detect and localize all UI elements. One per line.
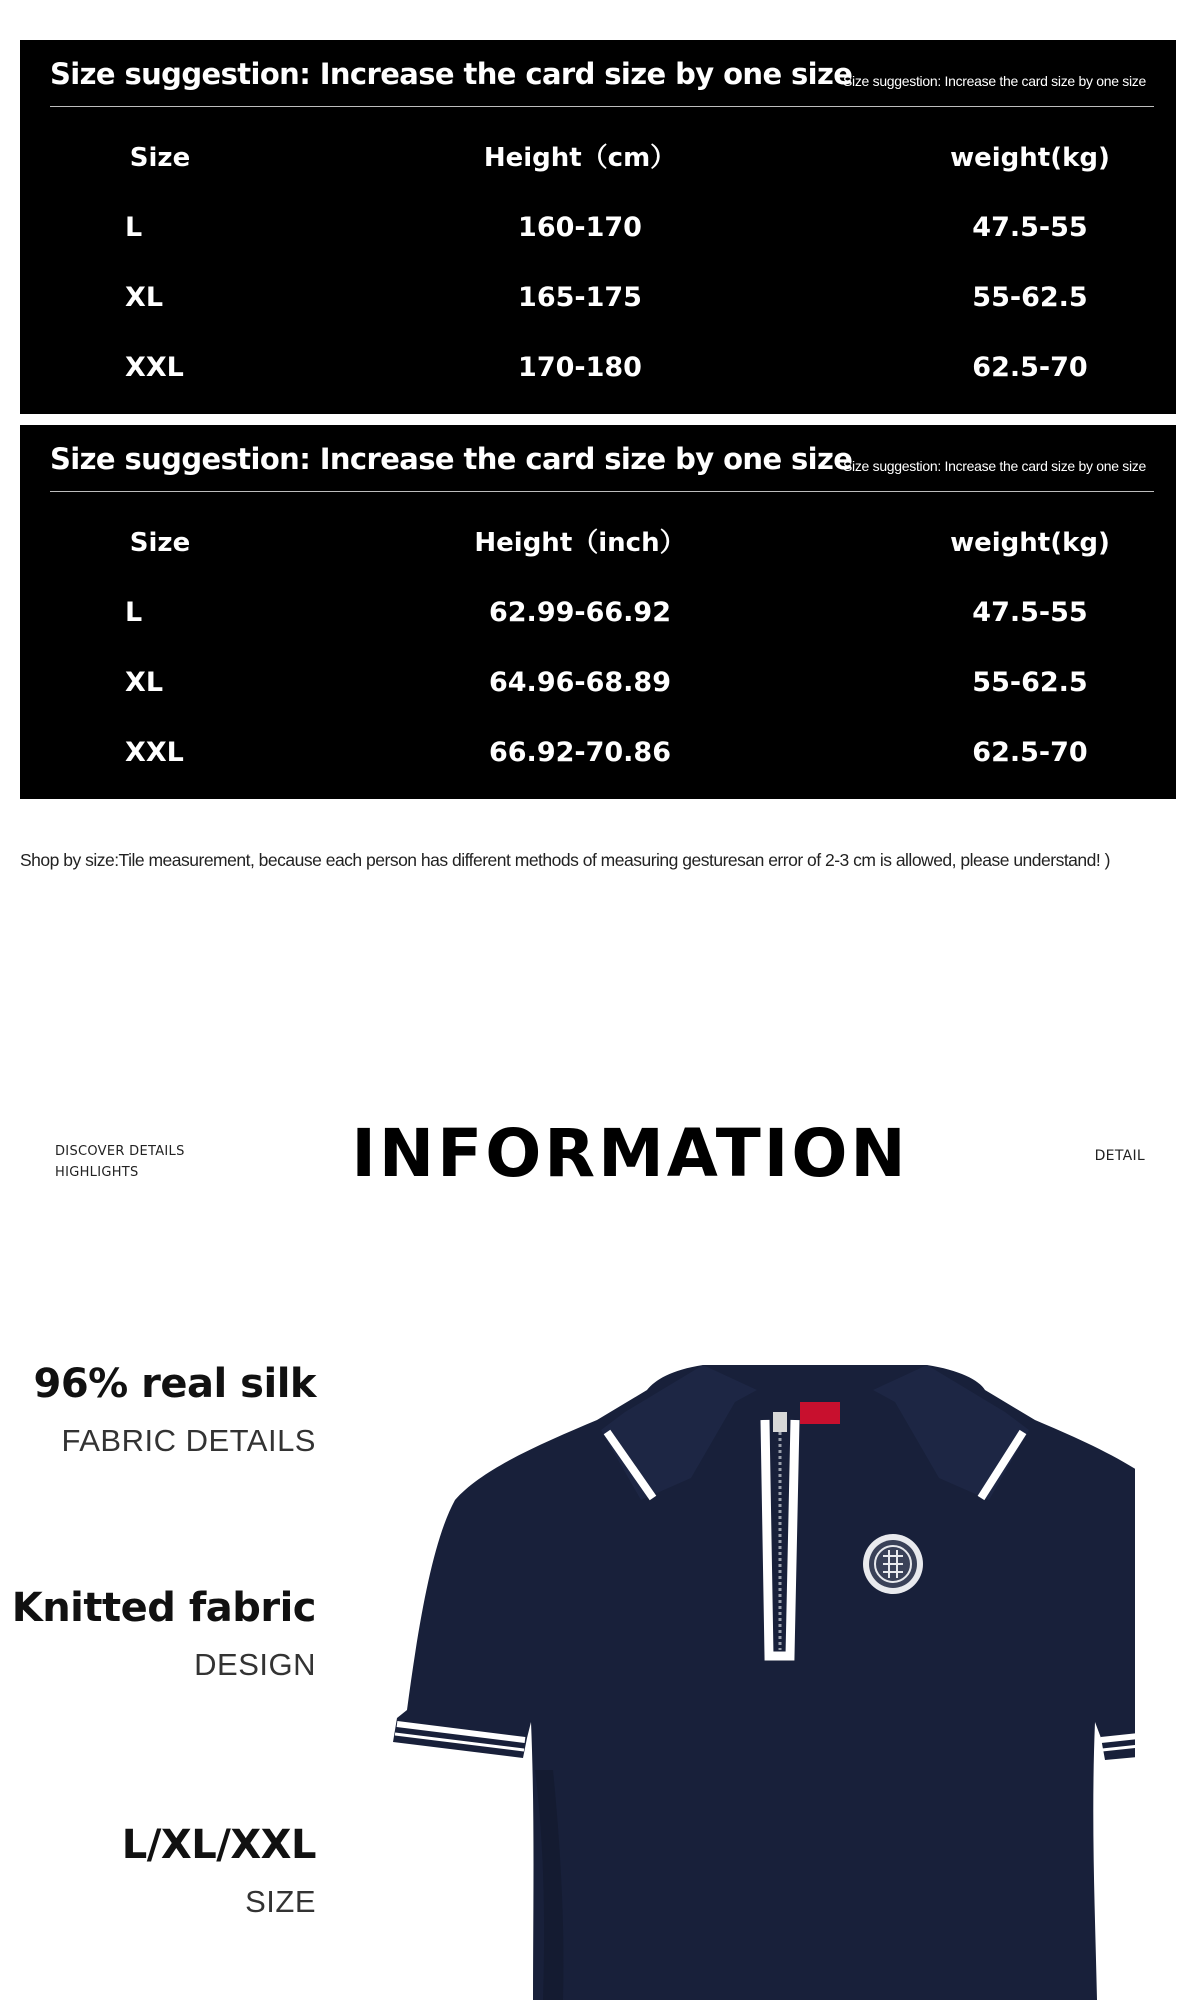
- header-weight: weight(kg): [950, 143, 1110, 173]
- card-subtitle: Size suggestion: Increase the card size by one size: [843, 458, 1146, 474]
- table-header-row: [20, 513, 1176, 583]
- size-table: [20, 513, 1176, 793]
- feature-subtitle: FABRIC DETAILS: [61, 1423, 316, 1458]
- feature-fabric: [34, 1361, 316, 1459]
- weight-cell: 47.5-55: [972, 212, 1088, 243]
- table-row: [20, 268, 1176, 338]
- size-cell: XXL: [125, 737, 184, 768]
- information-title: INFORMATION: [351, 1115, 909, 1192]
- collar-label: [800, 1402, 840, 1424]
- table-row: [20, 338, 1176, 408]
- feature-title: L/XL/XXL: [121, 1822, 316, 1868]
- height-cell: 62.99-66.92: [488, 597, 671, 628]
- feature-title: 96% real silk: [33, 1361, 316, 1407]
- card-title: Size suggestion: Increase the card size by one size: [50, 57, 853, 91]
- header-size: Size: [129, 143, 191, 173]
- weight-cell: 47.5-55: [972, 597, 1088, 628]
- feature-design: [12, 1585, 316, 1683]
- size-cell: XL: [125, 282, 164, 313]
- size-cell: XL: [125, 667, 164, 698]
- table-row: [20, 583, 1176, 653]
- card-header: [50, 425, 1154, 492]
- header-height: Height（inch）: [474, 528, 686, 558]
- zipper-pull: [773, 1412, 787, 1432]
- header-height: Height（cm）: [483, 143, 677, 173]
- size-cell: L: [125, 597, 143, 628]
- feature-size: [122, 1822, 316, 1920]
- feature-subtitle: SIZE: [245, 1884, 316, 1919]
- table-row: [20, 653, 1176, 723]
- height-cell: 160-170: [518, 212, 642, 243]
- table-header-row: [20, 128, 1176, 198]
- header-weight: weight(kg): [950, 528, 1110, 558]
- feature-subtitle: DESIGN: [194, 1647, 316, 1682]
- feature-title: Knitted fabric: [11, 1585, 316, 1631]
- size-table: [20, 128, 1176, 408]
- weight-cell: 62.5-70: [972, 352, 1088, 383]
- size-card-cm: [20, 40, 1176, 414]
- discover-details-text: DISCOVER DETAILS: [55, 1144, 185, 1159]
- weight-cell: 55-62.5: [972, 667, 1088, 698]
- highlights-text: HIGHLIGHTS: [55, 1165, 139, 1180]
- weight-cell: 55-62.5: [972, 282, 1088, 313]
- card-header: [50, 40, 1154, 107]
- height-cell: 66.92-70.86: [488, 737, 671, 768]
- header-size: Size: [129, 528, 191, 558]
- polo-shirt-image: [385, 1350, 1135, 2000]
- detail-label: DETAIL: [1094, 1148, 1145, 1164]
- size-cell: L: [125, 212, 143, 243]
- size-card-inch: [20, 425, 1176, 799]
- weight-cell: 62.5-70: [972, 737, 1088, 768]
- table-row: [20, 198, 1176, 268]
- card-title: Size suggestion: Increase the card size by one size: [50, 442, 853, 476]
- height-cell: 165-175: [518, 282, 642, 313]
- size-cell: XXL: [125, 352, 184, 383]
- chest-badge-icon: [863, 1534, 923, 1594]
- height-cell: 170-180: [518, 352, 642, 383]
- table-row: [20, 723, 1176, 793]
- card-subtitle: Size suggestion: Increase the card size by one size: [843, 73, 1146, 89]
- height-cell: 64.96-68.89: [488, 667, 671, 698]
- measurement-note: Shop by size:Tile measurement, because each person has different methods of measuring gesturesan error of 2-3 cm is allowed, please understand! ): [20, 850, 1110, 870]
